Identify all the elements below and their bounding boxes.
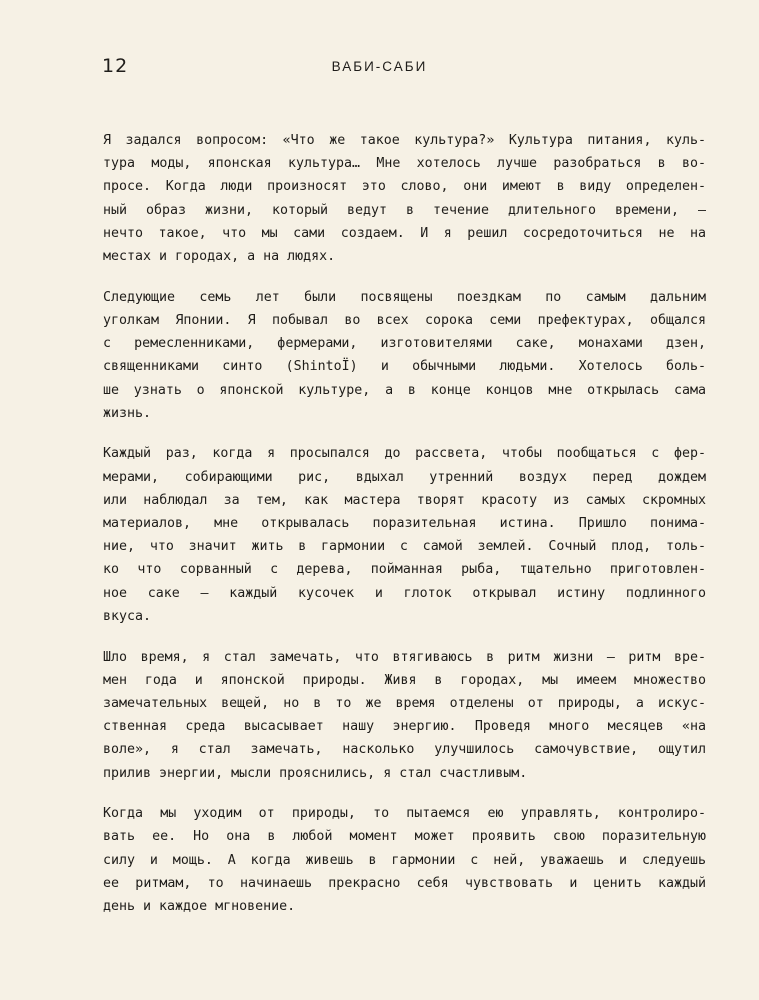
text-line: жизнь.	[103, 405, 152, 421]
text-line: Каждый раз, когда я просыпался до рассвета, чтобы пообщаться с фер-	[103, 446, 706, 462]
text-line: Когда мы уходим от природы, то пытаемся ею управлять, контролиро-	[103, 806, 706, 822]
paragraph	[103, 129, 706, 268]
text-line: ше узнать о японской культуре, а в конце концов мне открылась сама	[103, 382, 706, 398]
text-line: силу и мощь. А когда живешь в гармонии с ней, уважаешь и следуешь	[103, 852, 706, 868]
text-line: Шло время, я стал замечать, что втягиваюсь в ритм жизни — ритм вре-	[103, 649, 706, 665]
text-line: мен года и японской природы. Живя в городах, мы имеем множество	[103, 672, 706, 688]
text-line: просе. Когда люди произносят это слово, они имеют в виду определен-	[103, 179, 706, 195]
text-line: материалов, мне открывалась поразительная истина. Пришло понима-	[103, 516, 706, 532]
text-line: нечто такое, что мы сами создаем. И я решил сосредоточиться не на	[103, 225, 706, 241]
paragraph	[103, 442, 706, 628]
text-line: прилив энергии, мысли прояснились, я стал счастливым.	[103, 765, 528, 781]
text-line: ственная среда высасывает нашу энергию. Проведя много месяцев «на	[103, 719, 706, 735]
text-line: местах и городах, а на людях.	[103, 249, 336, 265]
text-line: вать ее. Но она в любой момент может проявить свою поразительную	[103, 829, 706, 845]
text-line: ный образ жизни, который ведут в течение длительного времени, —	[103, 202, 706, 218]
paragraph	[103, 646, 706, 785]
text-line: или наблюдал за тем, как мастера творят красоту из самых скромных	[103, 492, 706, 508]
text-line: уголкам Японии. Я побывал во всех сорока семи префектурах, общался	[103, 312, 706, 328]
text-line: Следующие семь лет были посвящены поездкам по самым дальним	[103, 289, 706, 305]
text-line: ние, что значит жить в гармонии с самой землей. Сочный плод, толь-	[103, 539, 706, 555]
paragraph	[103, 286, 706, 425]
text-line: день и каждое мгновение.	[103, 899, 296, 915]
page-number: 12	[102, 55, 129, 77]
text-line: с ремесленниками, фермерами, изготовителями саке, монахами дзен,	[103, 336, 706, 352]
text-line: священниками синто (ShintoÏ) и обычными людьми. Хотелось боль-	[103, 359, 706, 375]
text-line: мерами, собирающими рис, вдыхал утренний воздух перед дождем	[103, 469, 706, 485]
text-line: Я задался вопросом: «Что же такое культура?» Культура питания, куль-	[103, 133, 706, 148]
running-header: ВАБИ-САБИ	[331, 59, 428, 74]
text-line: тура моды, японская культура… Мне хотелось лучше разобраться в во-	[103, 156, 706, 172]
text-line: замечательных вещей, но в то же время отделены от природы, а искус-	[103, 695, 706, 711]
text-line: ко что сорванный с дерева, пойманная рыба, тщательно приготовлен-	[103, 562, 706, 578]
paragraph	[103, 802, 706, 918]
text-line: ное саке — каждый кусочек и глоток открывал истину подлинного	[103, 585, 706, 601]
text-line: ее ритмам, то начинаешь прекрасно себя чувствовать и ценить каждый	[103, 875, 706, 891]
text-line: воле», я стал замечать, насколько улучшилось самочувствие, ощутил	[103, 742, 706, 758]
text-line: вкуса.	[103, 608, 152, 624]
body-text	[103, 129, 706, 936]
